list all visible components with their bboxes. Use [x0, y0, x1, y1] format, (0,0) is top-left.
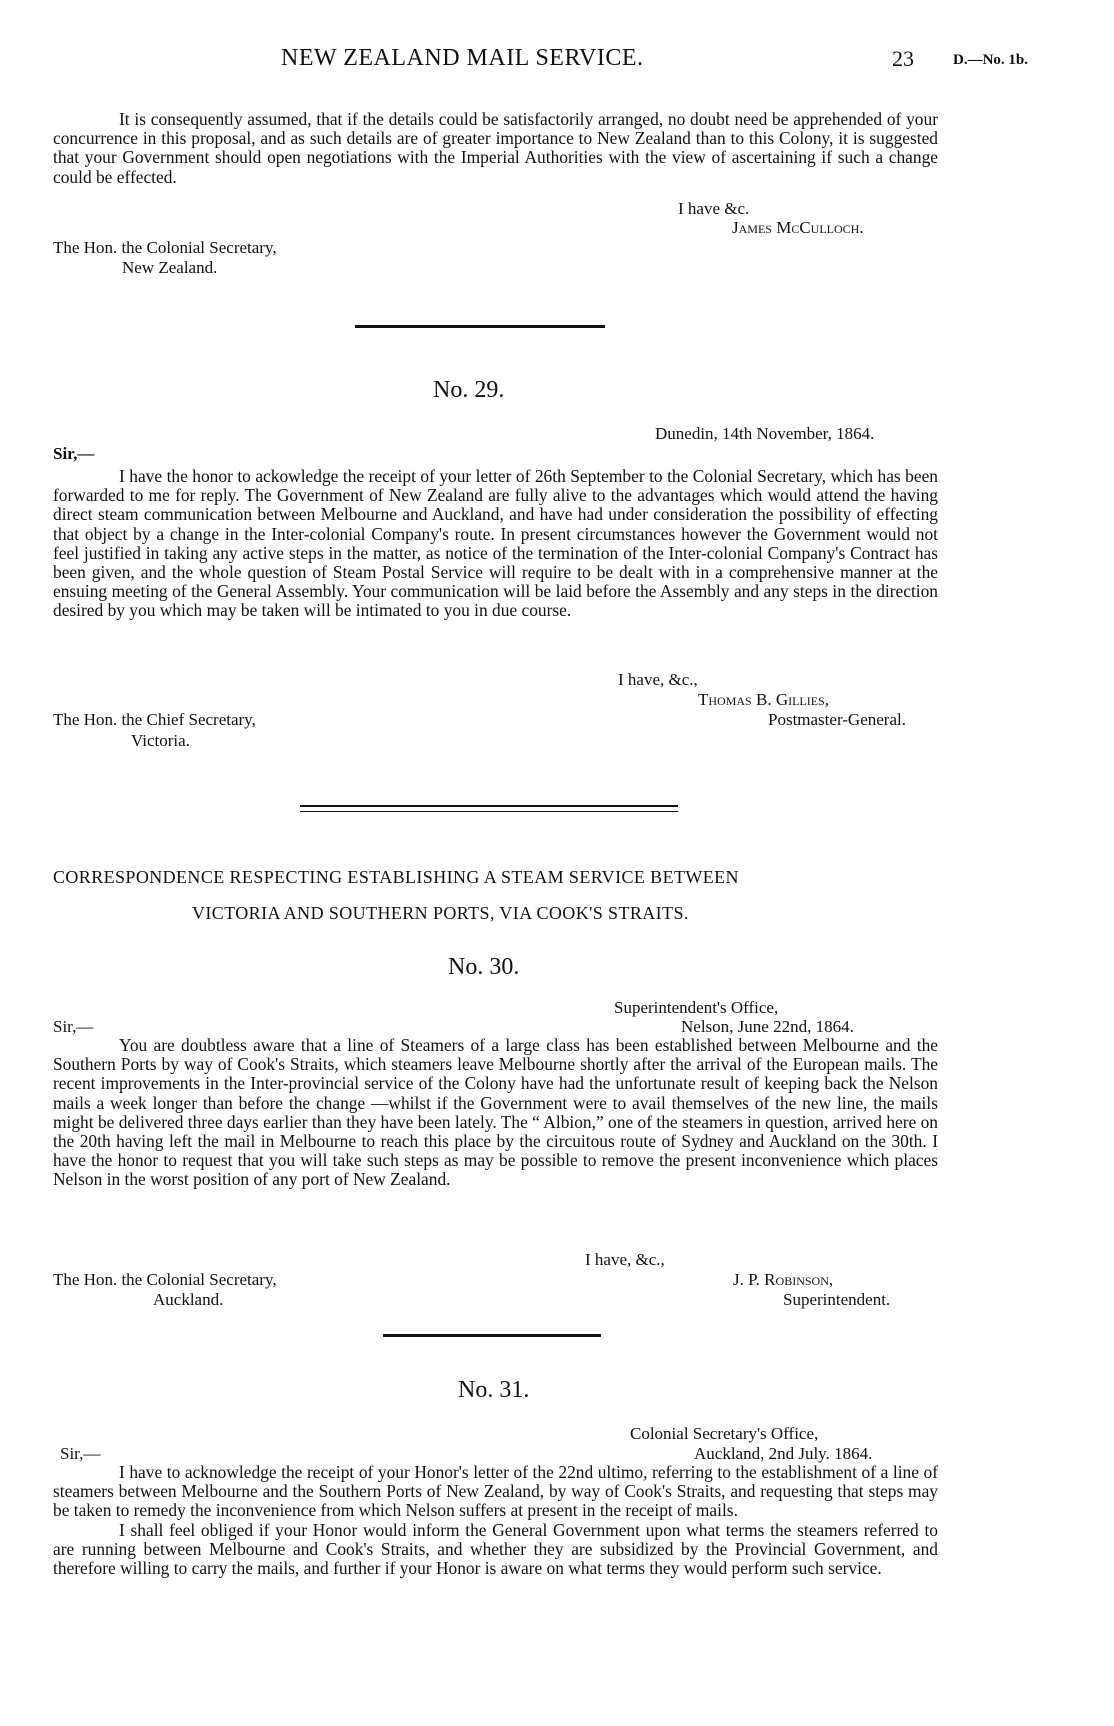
- letter-28-closing: I have &c.: [678, 199, 750, 218]
- letter-30-office: Superintendent's Office,: [614, 998, 779, 1017]
- letter-31-paragraph-1: I have to acknowledge the receipt of your Honor's letter of the 22nd ultimo, referring to the establishment of a line of steamers between Melbourne and the Southern Ports of New Zealand, by way of Cook's Straits, and requesting that steps may be taken to remedy the inconvenience from which Nelson suffers at present in the receipt of mails.: [53, 1462, 938, 1521]
- page-number: 23: [892, 46, 914, 71]
- double-rule-top: [300, 805, 678, 807]
- letter-28-signature: James McCulloch.: [732, 218, 864, 237]
- letter-30-signature: J. P. Robinson,: [733, 1270, 834, 1289]
- running-title: NEW ZEALAND MAIL SERVICE.: [281, 45, 644, 71]
- letter-30-body: [53, 1036, 938, 1190]
- letter-29-salutation: Sir,—: [53, 444, 95, 463]
- letter-30-closing: I have, &c.,: [585, 1250, 665, 1269]
- letter-31-place-date: Auckland, 2nd July. 1864.: [694, 1444, 873, 1463]
- divider-rule: [355, 325, 605, 328]
- letter-29-addressee-line1: The Hon. the Chief Secretary,: [53, 710, 256, 729]
- letter-29-signature: Thomas B. Gillies,: [698, 690, 829, 709]
- letter-30-signer-title: Superintendent.: [783, 1290, 891, 1309]
- letter-28-addressee-line1: The Hon. the Colonial Secretary,: [53, 238, 277, 257]
- letter-30-place-date: Nelson, June 22nd, 1864.: [681, 1017, 854, 1036]
- section-title-line2: VICTORIA AND SOUTHERN PORTS, VIA COOK'S STRAITS.: [192, 903, 689, 923]
- letter-31-paragraph-2: I shall feel obliged if your Honor would inform the General Government upon what terms the steamers referred to are running between Melbourne and Cook's Straits, and whether they are subsidized by the Provincial Government, and therefore willing to carry the mails, and further if your Honor is aware on what terms they would perform such service.: [53, 1519, 938, 1579]
- letter-31-salutation: Sir,—: [60, 1444, 101, 1463]
- letter-29-body-text: I have the honor to ackowledge the receipt of your letter of 26th September to the Colonial Secretary, which has been forwarded to me for reply. The Government of New Zealand are fully alive to the advantages which would attend the having direct steam communication between Melbourne and Auckland, and have had under consideration the possibility of effecting that object by a change in the Inter-colonial Company's route. In present circumstances however the Government would not feel justified in taking any active steps in the matter, as notice of the termination of the Inter-colonial Company's Contract has been given, and the whole question of Steam Postal Service will require to be dealt with in a comprehensive manner at the ensuing meeting of the General Assembly. Your communication will be laid before the Assembly and any steps in the direction desired by you which may be taken will be intimated to you in due course.: [53, 466, 938, 621]
- paper-code: D.—No. 1b.: [953, 52, 1029, 68]
- letter-30-addressee-line1: The Hon. the Colonial Secretary,: [53, 1270, 277, 1289]
- letter-29-signer-title: Postmaster-General.: [768, 710, 906, 729]
- letter-31-number: No. 31.: [458, 1377, 530, 1403]
- letter-29-addressee-line2: Victoria.: [131, 731, 190, 750]
- letter-31-office: Colonial Secretary's Office,: [630, 1424, 819, 1443]
- letter-29-closing: I have, &c.,: [618, 670, 698, 689]
- letter-28-body-text: It is consequently assumed, that if the details could be satisfactorily arranged, no doubt need be apprehended of your concurrence in this proposal, and as such details are of greater importance to New Zealand than to this Colony, it is suggested that your Government should open negotiations with the Imperial Authorities with the view of ascertaining if such a change could be effected.: [53, 109, 938, 187]
- letter-29-number: No. 29.: [433, 377, 505, 403]
- letter-29-place-date: Dunedin, 14th November, 1864.: [655, 424, 875, 443]
- divider-rule-2: [383, 1334, 601, 1337]
- letter-29-body: [53, 467, 938, 621]
- letter-30-addressee-line2: Auckland.: [153, 1290, 224, 1309]
- letter-30-body-text: You are doubtless aware that a line of Steamers of a large class has been established between Melbourne and the Southern Ports by way of Cook's Straits, which steamers leave Melbourne shortly after the arrival of the European mails. The recent improvements in the Inter-provincial service of the Colony have had the unfortunate result of keeping back the Nelson mails a week longer than before the change —whilst if the Government were to avail themselves of the new line, the mails might be delivered three days earlier than they have been lately. The “ Albion,” one of the steamers in question, arrived here on the 20th having left the mail in Melbourne to reach this place by the circuitous route of Sydney and Auckland on the 30th. I have the honor to request that you will take such steps as may be possible to remove the present inconvenience which places Nelson in the worst position of any port of New Zealand.: [53, 1035, 938, 1190]
- letter-30-salutation: Sir,—: [53, 1017, 94, 1036]
- section-title-line1: CORRESPONDENCE RESPECTING ESTABLISHING A STEAM SERVICE BETWEEN: [53, 867, 739, 887]
- letter-28-body: [53, 110, 938, 187]
- letter-28-addressee-line2: New Zealand.: [122, 258, 218, 277]
- letter-31-body: [53, 1463, 938, 1578]
- double-rule-bottom: [300, 811, 678, 812]
- letter-30-number: No. 30.: [448, 954, 520, 980]
